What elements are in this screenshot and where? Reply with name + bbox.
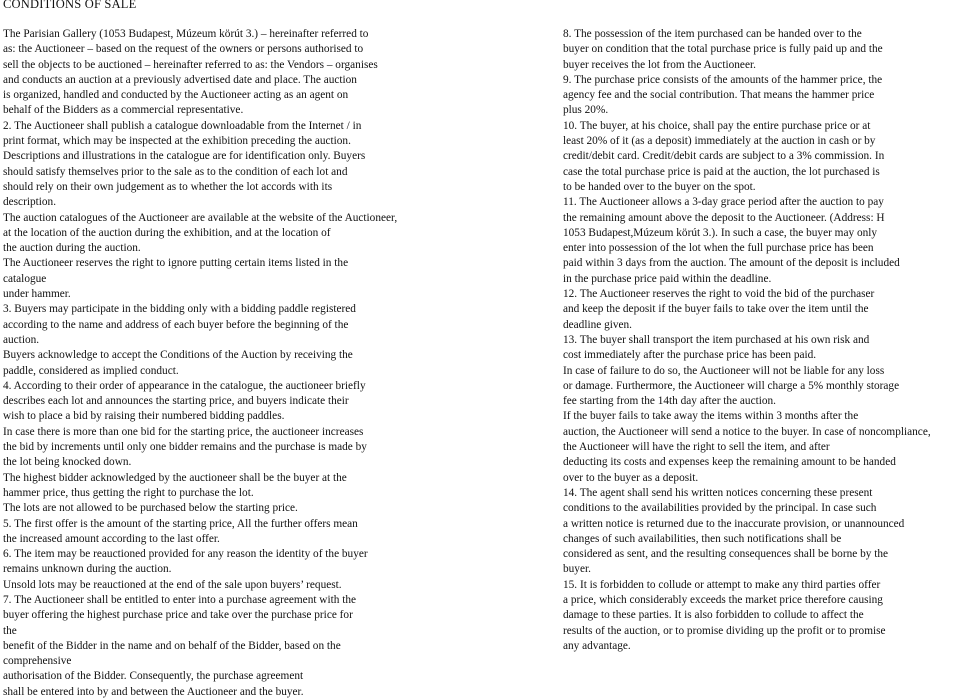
text-line: credit/debit card. Credit/debit cards are subject to a 3% commission. In <box>563 150 885 163</box>
text-line: description. <box>3 196 57 209</box>
text-line: buyer. <box>563 563 591 576</box>
text-line: under hammer. <box>3 288 71 301</box>
text-line: paid within 3 days from the auction. The amount of the deposit is included <box>563 257 900 270</box>
text-line: The Parisian Gallery (1053 Budapest, Múzeum körút 3.) – hereinafter referred to <box>3 28 369 40</box>
text-line: 2. The Auctioneer shall publish a catalogue downloadable from the Internet / in <box>3 119 362 132</box>
text-line: conditions to the availabilities provided by the principal. In case such <box>563 502 877 515</box>
text-line: 13. The buyer shall transport the item purchased at his own risk and <box>563 333 870 346</box>
text-line: the bid by increments until only one bidder remains and the purchase is made by <box>3 441 367 454</box>
text-line: deadline given. <box>563 318 633 331</box>
text-line: at the location of the auction during the exhibition, and at the location of <box>3 226 331 239</box>
text-line: 14. The agent shall send his written notices concerning these present <box>563 486 873 499</box>
text-line: comprehensive <box>3 655 72 668</box>
text-line: is organized, handled and conducted by the Auctioneer acting as an agent on <box>3 89 349 102</box>
text-line: least 20% of it (as a deposit) immediately at the auction in cash or by <box>563 135 876 148</box>
text-line: damage to these parties. It is also forbidden to collude to affect the <box>563 609 864 622</box>
text-line: the lot being knocked down. <box>3 456 132 469</box>
text-line: Unsold lots may be reauctioned at the end of the sale upon buyers’ request. <box>3 578 342 591</box>
text-line: buyer on condition that the total purchase price is fully paid up and the <box>563 43 883 56</box>
text-line: plus 20%. <box>563 104 609 117</box>
text-line: according to the name and address of each buyer before the beginning of the <box>3 318 349 331</box>
text-line: to be handed over to the buyer on the spot. <box>563 180 756 193</box>
text-line: 10. The buyer, at his choice, shall pay the entire purchase price or at <box>563 119 871 132</box>
text-line: 5. The first offer is the amount of the starting price, All the further offers mean <box>3 517 358 530</box>
text-line: Descriptions and illustrations in the catalogue are for identification only. Buyers <box>3 150 366 163</box>
text-line: buyer receives the lot from the Auctioneer. <box>563 58 756 71</box>
text-line: The lots are not allowed to be purchased below the starting price. <box>3 502 298 515</box>
text-line: 3. Buyers may participate in the bidding only with a bidding paddle registered <box>3 303 356 316</box>
text-line: the <box>3 624 17 637</box>
text-line: auction, the Auctioneer will send a notice to the buyer. In case of noncompliance, <box>563 425 931 438</box>
text-line: If the buyer fails to take away the items within 3 months after the <box>563 410 859 423</box>
text-line: the increased amount according to the last offer. <box>3 532 220 545</box>
text-line: remains unknown during the auction. <box>3 563 172 576</box>
text-line: deducting its costs and expenses keep the remaining amount to be handed <box>563 456 896 469</box>
text-line: considered as sent, and the resulting consequences shall be borne by the <box>563 548 889 561</box>
text-line: case the total purchase price is paid at the auction, the lot purchased is <box>563 165 880 178</box>
text-line: The Auctioneer reserves the right to ignore putting certain items listed in the <box>3 257 349 270</box>
text-line: or damage. Furthermore, the Auctioneer will charge a 5% monthly storage <box>563 379 900 392</box>
text-line: The highest bidder acknowledged by the auctioneer shall be the buyer at the <box>3 471 347 484</box>
text-line: shall be entered into by and between the Auctioneer and the buyer. <box>3 685 304 698</box>
text-line: catalogue <box>3 272 47 285</box>
text-line: over to the buyer as a deposit. <box>563 471 699 484</box>
text-line: 12. The Auctioneer reserves the right to void the bid of the purchaser <box>563 288 875 301</box>
text-line: a written notice is returned due to the inaccurate provision, or unannounced <box>563 517 905 530</box>
text-line: in the purchase price paid within the deadline. <box>563 272 772 285</box>
left-text-column <box>3 27 435 700</box>
text-line: print format, which may be inspected at the exhibition preceding the auction. <box>3 135 351 148</box>
text-line: agency fee and the social contribution. That means the hammer price <box>563 89 875 102</box>
text-line: buyer offering the highest purchase price and take over the purchase price for <box>3 609 353 622</box>
text-line: the Auctioneer will have the right to sell the item, and after <box>563 441 830 454</box>
text-line: Buyers acknowledge to accept the Conditions of the Auction by receiving the <box>3 349 353 362</box>
text-line: results of the auction, or to promise dividing up the profit or to promise <box>563 624 886 637</box>
text-line: enter into possession of the lot when the full purchase price has been <box>563 242 874 255</box>
text-line: cost immediately after the purchase price has been paid. <box>563 349 817 362</box>
text-line: 15. It is forbidden to collude or attempt to make any third parties offer <box>563 578 881 591</box>
text-line: changes of such availabilities, then such notifications shall be <box>563 532 842 545</box>
text-line: as: the Auctioneer – based on the request of the owners or persons authorised to <box>3 43 364 56</box>
text-line: In case of failure to do so, the Auctioneer will not be liable for any loss <box>563 364 885 377</box>
text-line: should rely on their own judgement as to whether the lot accords with its <box>3 180 333 193</box>
text-line: auction. <box>3 333 40 346</box>
page-title: CONDITIONS OF SALE <box>3 0 137 11</box>
text-line: the remaining amount above the deposit to the Auctioneer. (Address: H <box>563 211 885 224</box>
text-line: and keep the deposit if the buyer fails to take over the item until the <box>563 303 869 316</box>
text-line: 8. The possession of the item purchased can be handed over to the <box>563 28 862 40</box>
text-line: 1053 Budapest,Múzeum körút 3.). In such a case, the buyer may only <box>563 226 878 239</box>
text-line: and conducts an auction at a previously advertised date and place. The auction <box>3 73 357 86</box>
text-line: fee starting from the 14th day after the auction. <box>563 395 776 408</box>
text-line: paddle, considered as implied conduct. <box>3 364 179 377</box>
text-line: 4. According to their order of appearance in the catalogue, the auctioneer briefly <box>3 379 366 392</box>
text-line: wish to place a bid by raising their numbered bidding paddles. <box>3 410 285 423</box>
text-line: behalf of the Bidders as a commercial representative. <box>3 104 244 117</box>
text-line: In case there is more than one bid for the starting price, the auctioneer increases <box>3 425 364 438</box>
text-line: 9. The purchase price consists of the amounts of the hammer price, the <box>563 73 883 86</box>
text-line: should satisfy themselves prior to the sale as to the condition of each lot and <box>3 165 348 178</box>
text-line: describes each lot and announces the starting price, and buyers indicate their <box>3 395 349 408</box>
text-line: The auction catalogues of the Auctioneer are available at the website of the Auctioneer, <box>3 211 398 224</box>
right-text-column <box>563 27 957 654</box>
text-line: hammer price, thus getting the right to purchase the lot. <box>3 486 254 499</box>
text-line: benefit of the Bidder in the name and on behalf of the Bidder, based on the <box>3 639 341 652</box>
text-line: sell the objects to be auctioned – hereinafter referred to as: the Vendors – organises <box>3 58 378 71</box>
text-line: a price, which considerably exceeds the market price therefore causing <box>563 593 883 606</box>
text-line: 11. The Auctioneer allows a 3-day grace period after the auction to pay <box>563 196 884 209</box>
text-line: 6. The item may be reauctioned provided for any reason the identity of the buyer <box>3 548 368 561</box>
text-line: the auction during the auction. <box>3 242 141 255</box>
text-line: any advantage. <box>563 639 631 652</box>
text-line: 7. The Auctioneer shall be entitled to enter into a purchase agreement with the <box>3 593 357 606</box>
text-line: authorisation of the Bidder. Consequently, the purchase agreement <box>3 670 304 683</box>
